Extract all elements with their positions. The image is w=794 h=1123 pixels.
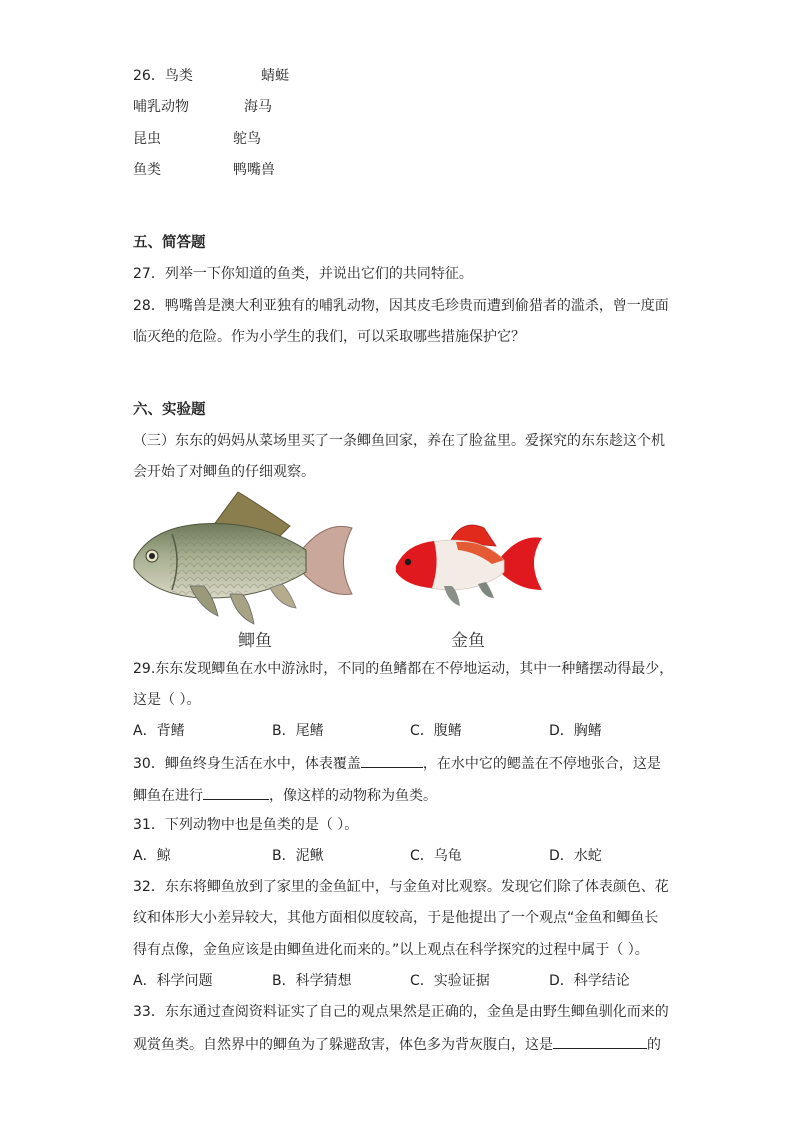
q31-option-a[interactable]: A．鲸	[133, 848, 171, 864]
q31-option-c[interactable]: C．乌龟	[410, 848, 462, 864]
q33-text-2a: 观赏鱼类。自然界中的鲫鱼为了躲避敌害，体色多为背灰腹白，这是	[133, 1037, 553, 1053]
match-left-1: 26．鸟类	[133, 68, 193, 84]
q29-option-c[interactable]: C．腹鳍	[410, 723, 462, 739]
q33-text-2b: 的	[647, 1037, 661, 1053]
question-32-line-2: 纹和体形大小差异较大，其他方面相似度较高，于是他提出了一个观点“金鱼和鲫鱼长	[133, 910, 659, 926]
caption-goldfish: 金鱼	[451, 631, 485, 651]
question-31: 31．下列动物中也是鱼类的是（ ）。	[133, 817, 359, 833]
question-33-line-1: 33．东东通过查阅资料证实了自己的观点果然是正确的，金鱼是由野生鲫鱼驯化而来的	[133, 1004, 669, 1020]
q31-option-b[interactable]: B．泥鳅	[272, 848, 324, 864]
question-29-line-1: 29.东东发现鲫鱼在水中游泳时，不同的鱼鳍都在不停地运动，其中一种鳍摆动得最少，	[133, 661, 674, 677]
match-right-1: 蜻蜓	[261, 68, 289, 84]
question-29-line-2: 这是（ ）。	[133, 692, 201, 708]
q29-option-d[interactable]: D．胸鳍	[549, 723, 602, 739]
match-left-2: 哺乳动物	[133, 99, 189, 115]
section-5-title: 五、简答题	[133, 235, 206, 251]
match-left-4: 鱼类	[133, 162, 161, 178]
question-28-line-1: 28．鸭嘴兽是澳大利亚独有的哺乳动物，因其皮毛珍贵而遭到偷猎者的滥杀，曾一度面	[133, 298, 669, 314]
q29-option-b[interactable]: B．尾鳍	[272, 723, 324, 739]
question-32-line-1: 32．东东将鲫鱼放到了家里的金鱼缸中，与金鱼对比观察。发现它们除了体表颜色、花	[133, 879, 669, 895]
q30-text-1b: ，在水中它的鳃盖在不停地张合，这是	[422, 756, 661, 772]
question-32-line-3: 得有点像，金鱼应该是由鲫鱼进化而来的。”以上观点在科学探究的过程中属于（ ）。	[133, 942, 649, 958]
q30-text-2b: ，像这样的动物称为鱼类。	[269, 788, 437, 804]
match-right-4: 鸭嘴兽	[233, 162, 275, 178]
question-30-line-1	[133, 752, 661, 774]
q30-blank-2[interactable]	[203, 784, 269, 800]
q32-option-c[interactable]: C．实验证据	[410, 973, 490, 989]
goldfish-image	[392, 516, 544, 608]
q32-option-a[interactable]: A．科学问题	[133, 973, 213, 989]
q32-option-b[interactable]: B．科学猜想	[272, 973, 352, 989]
q30-text-2a: 鲫鱼在进行	[133, 788, 203, 804]
question-28-line-2: 临灭绝的危险。作为小学生的我们，可以采取哪些措施保护它？	[133, 329, 525, 345]
match-right-2: 海马	[244, 99, 272, 115]
q31-option-d[interactable]: D．水蛇	[549, 848, 602, 864]
crucian-carp-image	[130, 490, 356, 630]
q30-blank-1[interactable]	[361, 752, 423, 768]
question-30-line-2	[133, 784, 437, 806]
intro-line-2: 会开始了对鲫鱼的仔细观察。	[133, 464, 315, 480]
q29-option-a[interactable]: A．背鳍	[133, 723, 185, 739]
match-right-3: 鸵鸟	[233, 131, 261, 147]
q33-blank-1[interactable]	[553, 1033, 647, 1049]
section-6-title: 六、实验题	[133, 402, 206, 418]
question-33-line-2	[133, 1033, 661, 1055]
q32-option-d[interactable]: D．科学结论	[549, 973, 630, 989]
intro-line-1: （三）东东的妈妈从菜场里买了一条鲫鱼回家，养在了脸盆里。爱探究的东东趁这个机	[133, 433, 665, 449]
caption-crucian: 鲫鱼	[238, 631, 272, 651]
q30-text-1a: 30．鲫鱼终身生活在水中，体表覆盖	[133, 756, 361, 772]
question-27: 27．列举一下你知道的鱼类，并说出它们的共同特征。	[133, 266, 473, 282]
match-left-3: 昆虫	[133, 131, 161, 147]
